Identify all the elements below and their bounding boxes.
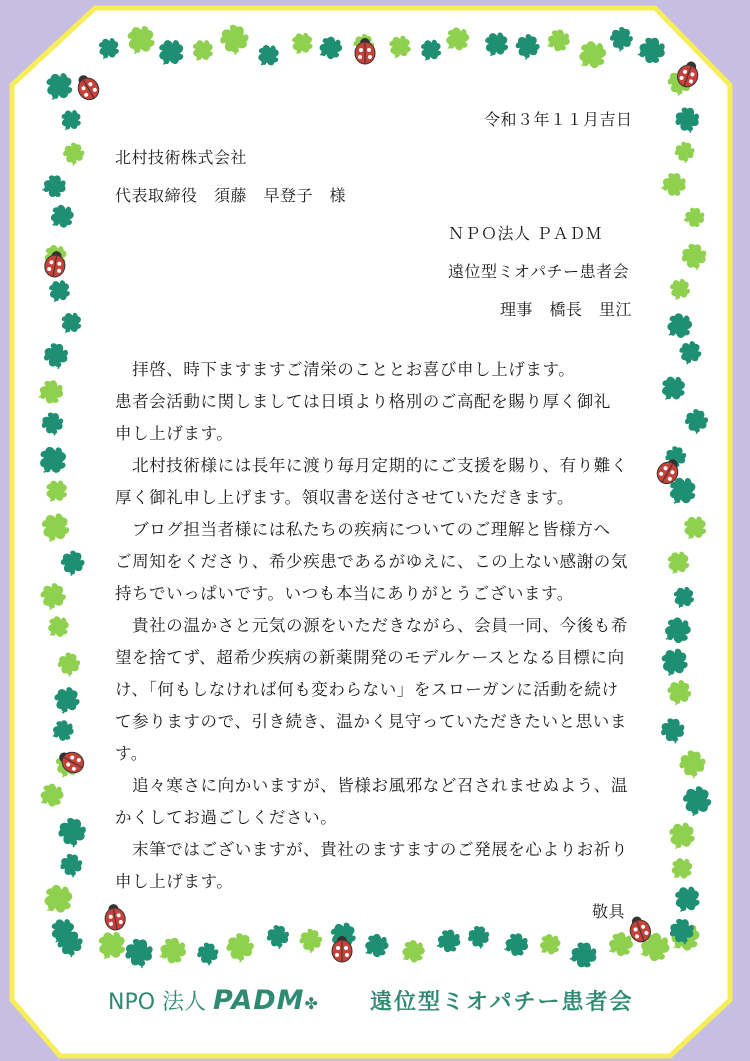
clover-icon [468,926,490,949]
body-line: 申し上げます。 [115,424,234,443]
clover-icon [40,68,78,106]
clover-icon [56,651,82,678]
clover-icon [92,926,131,965]
clover-icon [661,718,685,743]
clover-icon [397,936,428,966]
clover-icon [287,28,317,58]
clover-icon [637,37,666,64]
body-line: ブログ担当者様には私たちの疾病についてのご理解と皆様方へ [115,520,611,539]
clover-icon [41,412,63,436]
clover-icon [384,32,415,63]
body-line: て参りますので、引き続き、温かく見守っていただきたいと思いま [115,712,628,731]
clover-icon [669,583,698,612]
clover-icon [121,21,160,60]
ladybug-icon [72,71,102,104]
body-line: 持ちでいっぱいです。いつも本当にありがとうございます。 [115,584,574,603]
body-line: す。 [115,744,148,763]
clover-icon [36,580,69,614]
clover-icon [678,782,716,821]
clover-icon [678,512,711,545]
clover-icon [125,938,153,968]
clover-icon [416,35,446,65]
clover-icon [666,275,694,304]
clover-icon [42,175,67,198]
clover-icon [678,749,707,779]
clover-icon [666,854,696,884]
clover-icon [502,932,529,958]
clover-icon [662,547,693,578]
clover-icon [253,41,284,71]
letter-date: 令和３年１１月吉日 [484,110,633,129]
clover-icon [659,614,694,648]
clover-icon [36,508,75,547]
body-line: 貴社の温かさと元気の源をいただきながら、会員一同、今後も希 [115,616,628,635]
clover-icon [315,34,345,63]
clover-mark-icon: ✤ [304,994,318,1013]
clover-icon [44,343,69,369]
footer-org-name: 遠位型ミオパチー患者会 [370,990,634,1015]
recipient-company: 北村技術株式会社 [115,148,248,167]
clover-icon [673,141,695,164]
body-line: 末筆ではございますが、貴社のますますのご発展を心よりお祈り [115,840,628,859]
clover-icon [224,931,256,965]
clover-icon [43,612,73,641]
clover-icon [156,936,188,966]
body-line: ご周知をくださり、希少疾患であるがゆえに、この上ない感謝の気 [115,552,628,571]
clover-icon [94,34,123,64]
clover-icon [656,644,693,682]
clover-icon [37,879,77,919]
body-line: け、「何もしなければ何も変わらない」をスローガンに活動を続け [115,680,619,699]
clover-icon [49,683,83,718]
footer-npo-name: PADM [213,985,305,1016]
clover-icon [663,818,699,855]
clover-icon [660,172,686,196]
clover-icon [56,106,85,135]
clover-icon [683,407,710,435]
clover-icon [57,817,87,849]
clover-icon [360,931,391,961]
clover-icon [266,924,290,949]
clover-icon [682,244,707,271]
clover-icon [569,942,597,968]
clover-icon [441,23,474,55]
body-line: かくしてお過ごしください。 [115,808,338,827]
closing-remark: 敬具 [592,902,626,921]
clover-icon [434,928,462,954]
sender-group: 遠位型ミオパチー患者会 [448,262,630,281]
body-line: 患者会活動に関しましては日頃より格別のご高配を賜り厚く御礼 [115,392,611,411]
ladybug-icon [103,902,127,931]
clover-icon [196,942,219,967]
clover-icon [44,276,74,306]
clover-icon [479,28,512,62]
clover-icon [663,676,695,709]
clover-icon [669,881,705,917]
clover-icon [545,27,572,53]
sender-org: ＮＰＯ法人 ＰＡＤＭ [448,224,603,243]
clover-icon [37,379,65,406]
clover-icon [656,371,691,405]
clover-icon [33,441,72,480]
clover-icon [41,476,72,507]
clover-icon [56,308,85,337]
clover-icon [187,36,217,66]
clover-icon [684,208,705,227]
recipient-person: 代表取締役 須藤 早登子 様 [115,186,347,205]
clover-icon [573,36,611,74]
body-line: 申し上げます。 [115,872,234,891]
clover-icon [675,338,705,368]
body-line: 厚く御礼申し上げます。領収書を送付させていただきます。 [115,488,575,507]
clover-icon [298,927,324,954]
clover-icon [676,108,699,133]
body-line: 追々寒さに向かいますが、皆様お風邪など召されませぬよう、温 [115,776,628,795]
clover-icon [218,23,250,57]
footer-npo-prefix: NPO 法人 [108,990,214,1015]
sender-person: 理事 橋長 里江 [500,300,633,319]
clover-icon [60,853,83,878]
body-line: 望を捨てず、超希少疾病の新薬開発のモデルケースとなる目標に向 [115,648,625,667]
clover-icon [45,201,77,233]
clover-icon [61,141,87,168]
clover-icon [662,309,697,343]
body-line: 拝啓、時下ますますご清栄のこととお喜び申し上げます。 [115,360,576,379]
clover-icon [607,24,636,54]
clover-icon [49,718,75,743]
clover-icon [58,548,87,579]
footer-npo-logo [108,985,318,1016]
clover-icon [535,930,564,958]
body-line: 北村技術様には長年に渡り毎月定期的にご支援を賜り、有り難く [115,456,628,475]
clover-icon [512,31,542,62]
clover-icon [36,780,67,810]
clover-icon [152,34,189,71]
